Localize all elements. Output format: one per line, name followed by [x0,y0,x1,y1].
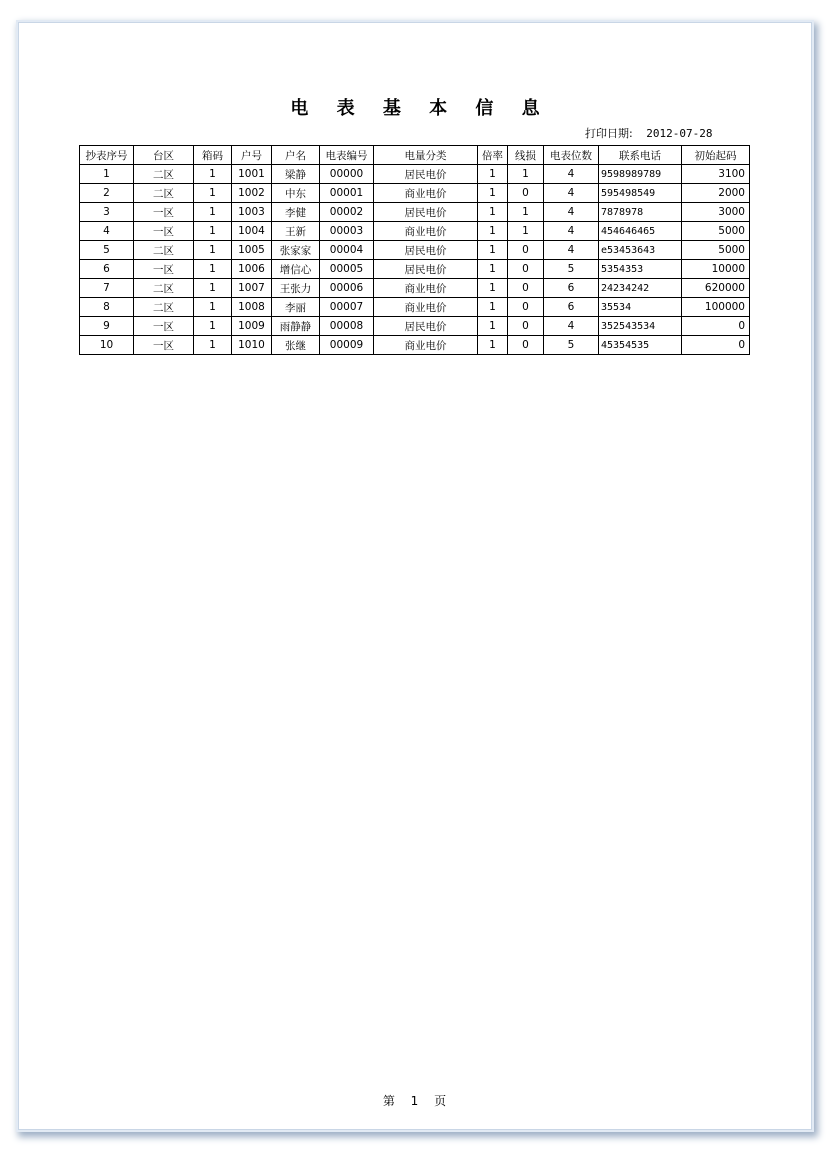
table-cell: 0 [508,279,544,298]
table-cell: 1 [194,317,232,336]
table-cell: e53453643 [599,241,682,260]
column-header: 户名 [272,146,320,165]
table-cell: 一区 [134,317,194,336]
table-cell: 1 [478,222,508,241]
table-cell: 4 [544,184,599,203]
table-cell: 00002 [320,203,374,222]
table-row [80,241,750,260]
table-row [80,184,750,203]
table-cell: 张继 [272,336,320,355]
table-cell: 王新 [272,222,320,241]
table-cell: 二区 [134,241,194,260]
table-cell: 1 [194,165,232,184]
table-cell: 1002 [232,184,272,203]
table-cell: 0 [508,184,544,203]
column-header: 台区 [134,146,194,165]
table-cell: 1 [478,317,508,336]
table-cell: 1 [194,222,232,241]
table-cell: 1 [478,241,508,260]
table-row [80,260,750,279]
table-cell: 5000 [682,241,750,260]
table-cell: 7878978 [599,203,682,222]
table-cell: 45354535 [599,336,682,355]
table-row [80,317,750,336]
column-header: 线损 [508,146,544,165]
table-cell: 张家家 [272,241,320,260]
table-cell: 1 [478,298,508,317]
table-cell: 商业电价 [374,222,478,241]
table-cell: 居民电价 [374,203,478,222]
table-cell: 00009 [320,336,374,355]
table-cell: 1 [194,336,232,355]
column-header: 户号 [232,146,272,165]
table-cell: 一区 [134,260,194,279]
table-cell: 1 [478,184,508,203]
table-cell: 4 [544,317,599,336]
table-cell: 5 [80,241,134,260]
print-date-label: 打印日期: [585,127,633,140]
table-cell: 雨静静 [272,317,320,336]
table-cell: 5 [544,336,599,355]
table-cell: 1003 [232,203,272,222]
table-cell: 二区 [134,298,194,317]
table-cell: 3000 [682,203,750,222]
footer-suffix: 页 [434,1094,448,1108]
table-cell: 1004 [232,222,272,241]
table-cell: 居民电价 [374,241,478,260]
table-cell: 100000 [682,298,750,317]
table-cell: 6 [544,298,599,317]
column-header: 倍率 [478,146,508,165]
table-cell: 商业电价 [374,298,478,317]
table-cell: 1007 [232,279,272,298]
table-cell: 00000 [320,165,374,184]
print-date [585,125,712,141]
table-cell: 1 [478,203,508,222]
table-cell: 商业电价 [374,336,478,355]
table-cell: 10 [80,336,134,355]
table-cell: 5354353 [599,260,682,279]
table-cell: 王张力 [272,279,320,298]
table-cell: 00001 [320,184,374,203]
table-row [80,203,750,222]
table-cell: 居民电价 [374,260,478,279]
table-cell: 0 [508,317,544,336]
meter-info-table [79,145,750,355]
table-cell: 4 [80,222,134,241]
column-header: 电表编号 [320,146,374,165]
report-page [18,22,812,1130]
table-cell: 0 [508,336,544,355]
table-cell: 1 [194,203,232,222]
table-cell: 二区 [134,184,194,203]
table-header-row [80,146,750,165]
table-cell: 0 [508,260,544,279]
table-cell: 9 [80,317,134,336]
table-cell: 1008 [232,298,272,317]
table-cell: 一区 [134,222,194,241]
table-body [80,165,750,355]
table-cell: 2000 [682,184,750,203]
table-cell: 2 [80,184,134,203]
column-header: 箱码 [194,146,232,165]
column-header: 抄表序号 [80,146,134,165]
table-cell: 00008 [320,317,374,336]
table-cell: 二区 [134,165,194,184]
table-cell: 9598989789 [599,165,682,184]
table-cell: 24234242 [599,279,682,298]
table-cell: 352543534 [599,317,682,336]
table-row [80,222,750,241]
table-cell: 0 [508,298,544,317]
table-cell: 00005 [320,260,374,279]
table-cell: 454646465 [599,222,682,241]
table-cell: 595498549 [599,184,682,203]
print-date-value: 2012-07-28 [646,127,713,140]
footer-prefix: 第 [382,1094,396,1108]
table-cell: 1 [508,165,544,184]
table-cell: 4 [544,165,599,184]
table-cell: 620000 [682,279,750,298]
table-cell: 1001 [232,165,272,184]
table-cell: 1010 [232,336,272,355]
table-cell: 1 [194,184,232,203]
table-cell: 1006 [232,260,272,279]
table-cell: 8 [80,298,134,317]
table-row [80,298,750,317]
column-header: 电表位数 [544,146,599,165]
table-cell: 5000 [682,222,750,241]
table-cell: 4 [544,241,599,260]
table-cell: 1 [508,222,544,241]
table-cell: 3 [80,203,134,222]
table-cell: 李丽 [272,298,320,317]
table-cell: 1 [508,203,544,222]
table-cell: 二区 [134,279,194,298]
table-cell: 1 [478,165,508,184]
table-cell: 6 [80,260,134,279]
table-cell: 3100 [682,165,750,184]
table-cell: 5 [544,260,599,279]
table-cell: 李健 [272,203,320,222]
table-cell: 1 [478,260,508,279]
table-cell: 35534 [599,298,682,317]
table-cell: 7 [80,279,134,298]
table-cell: 0 [508,241,544,260]
page-title: 电 表 基 本 信 息 [290,98,551,119]
table-cell: 1009 [232,317,272,336]
table-cell: 商业电价 [374,279,478,298]
table-cell: 商业电价 [374,184,478,203]
table-cell: 1 [194,279,232,298]
table-row [80,165,750,184]
table-cell: 中东 [272,184,320,203]
table-cell: 00007 [320,298,374,317]
table-cell: 居民电价 [374,317,478,336]
column-header: 初始起码 [682,146,750,165]
table-cell: 梁静 [272,165,320,184]
table-cell: 1 [194,298,232,317]
page-footer [19,1092,811,1109]
table-cell: 一区 [134,203,194,222]
table-cell: 1005 [232,241,272,260]
table-cell: 0 [682,317,750,336]
table-cell: 4 [544,203,599,222]
table-cell: 0 [682,336,750,355]
table-cell: 居民电价 [374,165,478,184]
table-cell: 4 [544,222,599,241]
table-cell: 1 [194,241,232,260]
table-cell: 1 [80,165,134,184]
table-cell: 00006 [320,279,374,298]
table-cell: 10000 [682,260,750,279]
table-row [80,279,750,298]
table-cell: 1 [478,279,508,298]
table-cell: 1 [478,336,508,355]
column-header: 电量分类 [374,146,478,165]
column-header: 联系电话 [599,146,682,165]
table-cell: 增信心 [272,260,320,279]
table-cell: 一区 [134,336,194,355]
table-cell: 00004 [320,241,374,260]
table-cell: 00003 [320,222,374,241]
table-cell: 6 [544,279,599,298]
page-number: 1 [410,1094,420,1108]
table-row [80,336,750,355]
table-cell: 1 [194,260,232,279]
